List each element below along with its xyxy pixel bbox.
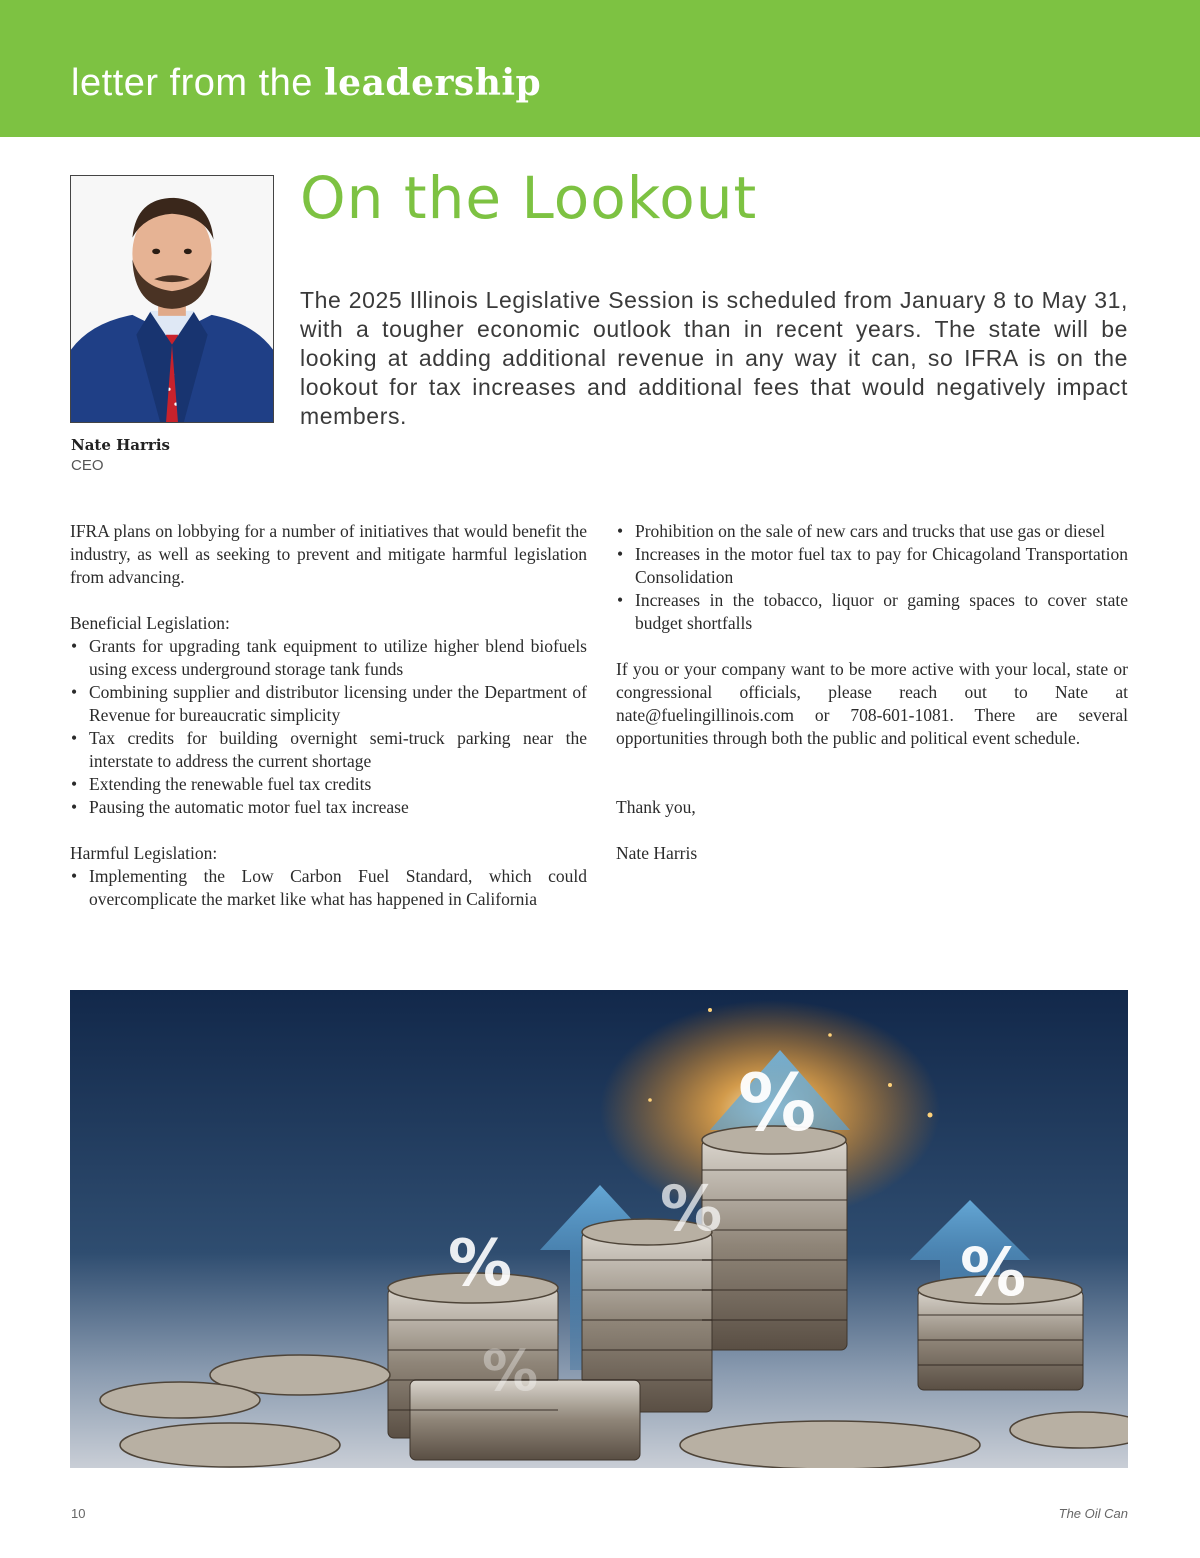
author-name: Nate Harris: [71, 436, 170, 454]
author-portrait: [70, 175, 274, 423]
list-item: • Implementing the Low Carbon Fuel Standard, which could overcomplicate the market like what has happened in California: [71, 866, 587, 909]
percent-symbol-top: %: [738, 1059, 817, 1149]
list-item: • Extending the renewable fuel tax credits: [71, 774, 372, 794]
page-number: 10: [71, 1506, 86, 1521]
harmful-list-part-2: [616, 520, 1128, 635]
percent-symbol-left: %: [448, 1227, 513, 1301]
list-item: • Combining supplier and distributor licensing under the Department of Revenue for bureaucratic simplicity: [71, 682, 587, 725]
section-banner: [0, 0, 1200, 137]
section-label: [71, 62, 541, 105]
harmful-list-part-1: [70, 865, 587, 911]
signature: Nate Harris: [616, 843, 698, 863]
article-intro: The 2025 Illinois Legislative Session is scheduled from January 8 to May 31, with a tougher economic outlook than in recent years. The state will be looking at adding additional revenue in any way it can, so IFRA is on the lookout for tax increases and additional fees that would negatively impact members.: [300, 287, 1128, 429]
list-item: • Increases in the tobacco, liquor or gaming spaces to cover state budget shortfalls: [617, 590, 1128, 633]
opening-paragraph: IFRA plans on lobbying for a number of initiatives that would benefit the industry, as well as seeking to prevent and mitigate harmful legislation from advancing.: [70, 521, 587, 587]
body-column-left: [70, 520, 587, 911]
section-label-bold: leadership: [323, 62, 542, 104]
coins-percent-photo: [70, 990, 1128, 1468]
list-item: • Prohibition on the sale of new cars and trucks that use gas or diesel: [617, 521, 1105, 541]
body-column-right: [616, 520, 1128, 865]
author-title: CEO: [71, 457, 104, 474]
contact-paragraph: If you or your company want to be more active with your local, state or congressional officials, please reach out to Nate at nate@fuelingillinois.com or 708-601-1081. There are several opportunities through both the public and political event schedule.: [616, 659, 1128, 748]
harmful-heading: Harmful Legislation:: [70, 843, 218, 863]
list-item: • Grants for upgrading tank equipment to utilize higher blend biofuels using excess underground storage tank funds: [71, 636, 587, 679]
beneficial-heading: Beneficial Legislation:: [70, 613, 230, 633]
percent-symbol-right: %: [960, 1234, 1027, 1311]
closing: Thank you,: [616, 797, 696, 817]
percent-symbol-faint: %: [482, 1339, 539, 1404]
list-item: • Pausing the automatic motor fuel tax increase: [71, 797, 409, 817]
section-label-light: letter from the: [71, 62, 313, 104]
list-item: • Increases in the motor fuel tax to pay for Chicagoland Transportation Consolidation: [617, 544, 1128, 587]
publication-name: The Oil Can: [1058, 1506, 1128, 1521]
article-title: On the Lookout: [300, 164, 758, 232]
list-item: • Tax credits for building overnight semi-truck parking near the interstate to address the current shortage: [71, 728, 587, 771]
beneficial-list: [70, 635, 587, 819]
percent-symbol-mid: %: [660, 1172, 723, 1245]
